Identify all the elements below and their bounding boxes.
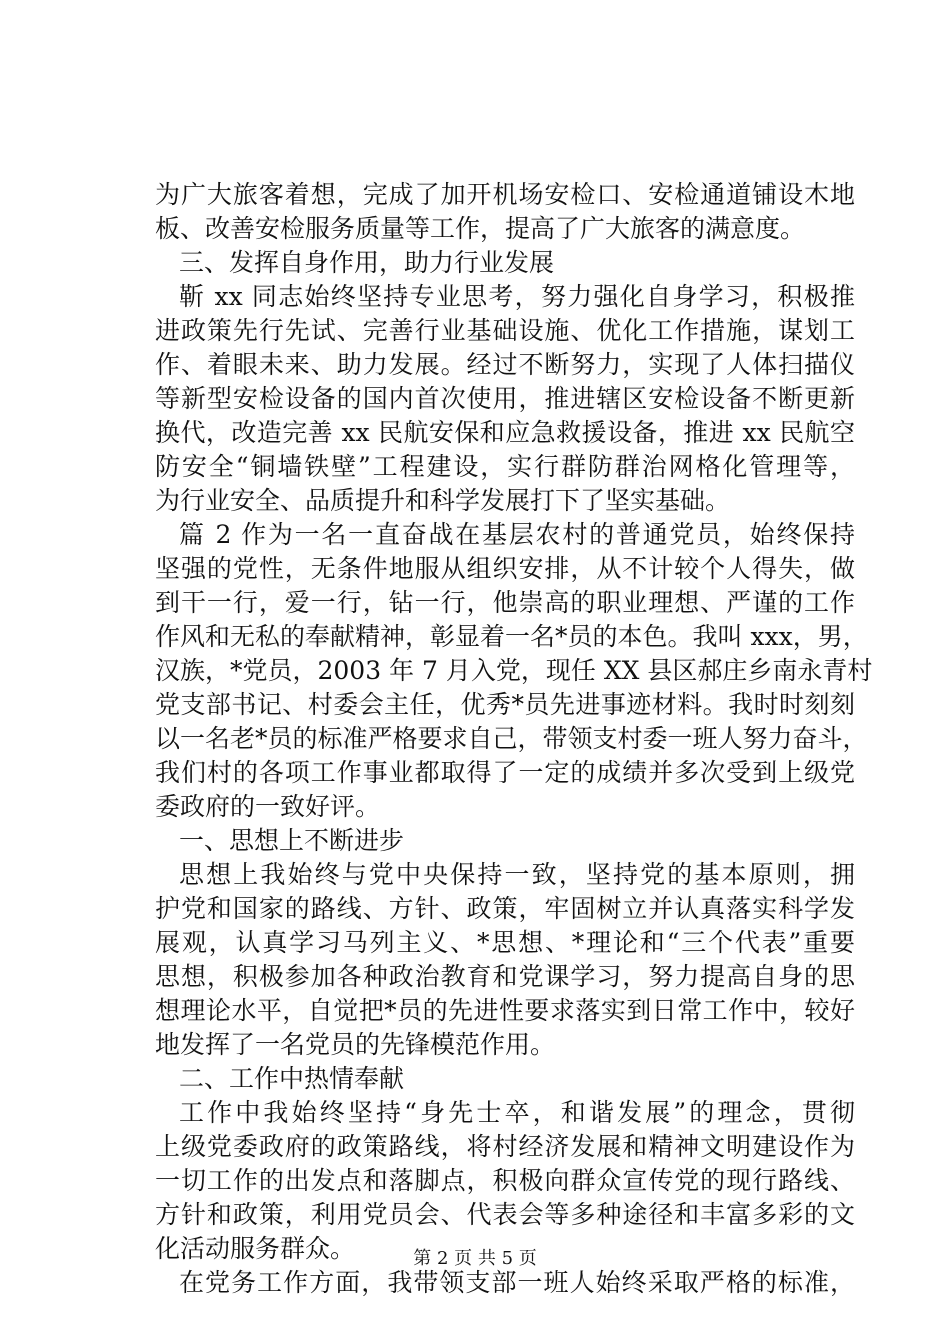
paragraph-line: 坚强的党性，无条件地服从组织安排，从不计较个人得失，做 bbox=[155, 554, 855, 583]
paragraph-line: 护党和国家的路线、方针、政策，牢固树立并认真落实科学发 bbox=[155, 894, 855, 923]
paragraph-line: 上级党委政府的政策路线，将村经济发展和精神文明建设作为 bbox=[155, 1132, 855, 1161]
section-heading: 三、发挥自身作用，助力行业发展 bbox=[179, 248, 555, 277]
paragraph-line: 板、改善安检服务质量等工作，提高了广大旅客的满意度。 bbox=[155, 214, 806, 243]
paragraph-line: 工作中我始终坚持“身先士卒，和谐发展”的理念，贯彻 bbox=[179, 1098, 855, 1127]
paragraph-line: 思想上我始终与党中央保持一致，坚持党的基本原则，拥 bbox=[179, 860, 855, 889]
section-heading: 二、工作中热情奉献 bbox=[179, 1064, 405, 1093]
paragraph-line: 作、着眼未来、助力发展。经过不断努力，实现了人体扫描仪 bbox=[155, 350, 855, 379]
paragraph-line: 委政府的一致好评。 bbox=[155, 792, 381, 821]
paragraph-line: 作风和无私的奉献精神，彰显着一名*员的本色。我叫 xxx，男， bbox=[155, 622, 868, 651]
paragraph-line: 想理论水平，自觉把*员的先进性要求落实到日常工作中，较好 bbox=[155, 996, 855, 1025]
paragraph-line: 一切工作的出发点和落脚点，积极向群众宣传党的现行路线、 bbox=[155, 1166, 855, 1195]
paragraph-line: 进政策先行先试、完善行业基础设施、优化工作措施，谋划工 bbox=[155, 316, 855, 345]
paragraph-line: 化活动服务群众。 bbox=[155, 1234, 356, 1263]
paragraph-line: 为行业安全、品质提升和科学发展打下了坚实基础。 bbox=[155, 486, 731, 515]
paragraph-line: 党支部书记、村委会主任，优秀*员先进事迹材料。我时时刻刻 bbox=[155, 690, 855, 719]
paragraph-line: 到干一行，爱一行，钻一行，他崇高的职业理想、严谨的工作 bbox=[155, 588, 855, 617]
paragraph-line: 为广大旅客着想，完成了加开机场安检口、安检通道铺设木地 bbox=[155, 180, 855, 209]
paragraph-line: 展观，认真学习马列主义、*思想、*理论和“三个代表”重要 bbox=[155, 928, 855, 957]
paragraph-line: 汉族，*党员，2003 年 7 月入党，现任 XX 县区郝庄乡南永青村 bbox=[155, 656, 873, 685]
paragraph-line: 防安全“铜墙铁壁”工程建设，实行群防群治网格化管理等， bbox=[155, 452, 855, 481]
paragraph-line: 方针和政策，利用党员会、代表会等多种途径和丰富多彩的文 bbox=[155, 1200, 855, 1229]
paragraph-line: 地发挥了一名党员的先锋模范作用。 bbox=[155, 1030, 556, 1059]
paragraph-line: 换代，改造完善 xx 民航安保和应急救援设备，推进 xx 民航空 bbox=[155, 418, 855, 447]
paragraph-line: 等新型安检设备的国内首次使用，推进辖区安检设备不断更新 bbox=[155, 384, 855, 413]
paragraph-line: 篇 2 作为一名一直奋战在基层农村的普通党员，始终保持 bbox=[179, 520, 855, 549]
paragraph-line: 思想，积极参加各种政治教育和党课学习，努力提高自身的思 bbox=[155, 962, 855, 991]
page-footer: 第 2 页 共 5 页 bbox=[413, 1248, 537, 1269]
section-heading: 一、思想上不断进步 bbox=[179, 826, 405, 855]
document-body bbox=[155, 178, 873, 1300]
paragraph-line: 以一名老*员的标准严格要求自己，带领支村委一班人努力奋斗， bbox=[155, 724, 868, 753]
paragraph-line: 我们村的各项工作事业都取得了一定的成绩并多次受到上级党 bbox=[155, 758, 855, 787]
paragraph-line: 在党务工作方面，我带领支部一班人始终采取严格的标准， bbox=[179, 1268, 855, 1297]
paragraph-line: 靳 xx 同志始终坚持专业思考，努力强化自身学习，积极推 bbox=[179, 282, 855, 311]
